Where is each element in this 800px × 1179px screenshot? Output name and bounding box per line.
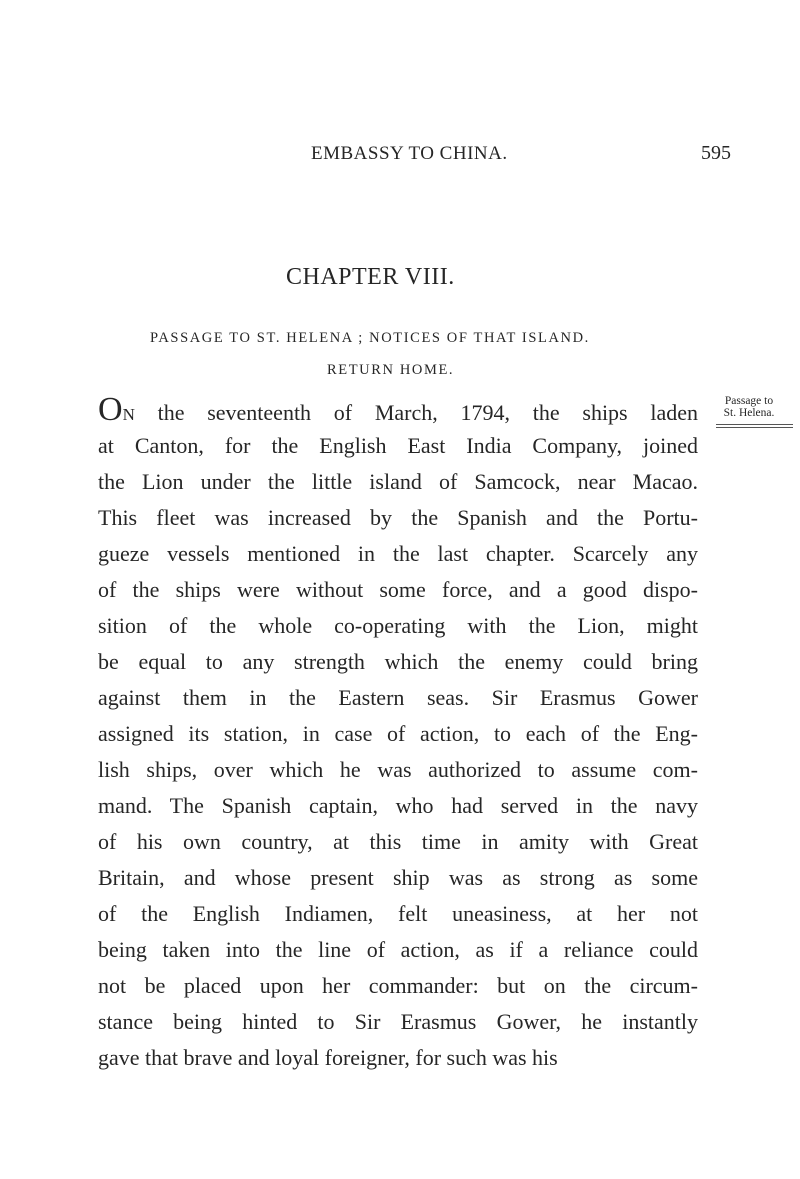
body-line-first <box>98 392 698 428</box>
body-line: sition of the whole co-operating with the Lion, might <box>98 613 698 638</box>
first-line-text: the seventeenth of March, 1794, the ships laden <box>134 400 698 425</box>
body-line: of the English Indiamen, felt uneasiness, at her not <box>98 901 698 926</box>
margin-rule-top <box>716 424 793 425</box>
body-line: gueze vessels mentioned in the last chapter. Scarcely any <box>98 541 698 566</box>
chapter-subtitle-line-1: PASSAGE TO ST. HELENA ; NOTICES OF THAT ISLAND. <box>150 330 590 346</box>
page-number: 595 <box>701 142 731 164</box>
body-line: against them in the Eastern seas. Sir Erasmus Gower <box>98 685 698 710</box>
body-paragraph <box>98 392 698 1076</box>
chapter-title: CHAPTER VIII. <box>286 264 455 290</box>
chapter-subtitle-line-2: RETURN HOME. <box>327 362 455 378</box>
body-line: the Lion under the little island of Samcock, near Macao. <box>98 469 698 494</box>
body-line: stance being hinted to Sir Erasmus Gower, he instantly <box>98 1009 698 1034</box>
margin-note <box>704 395 794 419</box>
drop-cap: O <box>98 391 123 428</box>
body-line: of his own country, at this time in amity with Great <box>98 829 698 854</box>
body-line: of the ships were without some force, and a good dispo- <box>98 577 698 602</box>
body-line: mand. The Spanish captain, who had served in the navy <box>98 793 698 818</box>
margin-note-line-2: St. Helena. <box>723 407 775 419</box>
body-line: be equal to any strength which the enemy could bring <box>98 649 698 674</box>
small-caps: N <box>122 405 135 424</box>
margin-rule-bottom <box>716 427 793 428</box>
body-line: being taken into the line of action, as if a reliance could <box>98 937 698 962</box>
body-line: This fleet was increased by the Spanish and the Portu- <box>98 505 698 530</box>
body-line: assigned its station, in case of action, to each of the Eng- <box>98 721 698 746</box>
body-line: at Canton, for the English East India Company, joined <box>98 433 698 458</box>
body-line: Britain, and whose present ship was as strong as some <box>98 865 698 890</box>
body-line: lish ships, over which he was authorized to assume com- <box>98 757 698 782</box>
running-title: EMBASSY TO CHINA. <box>311 143 508 164</box>
margin-note-line-1: Passage to <box>724 395 774 407</box>
body-line: not be placed upon her commander: but on the circum- <box>98 973 698 998</box>
body-line-last: gave that brave and loyal foreigner, for such was his <box>98 1045 558 1070</box>
